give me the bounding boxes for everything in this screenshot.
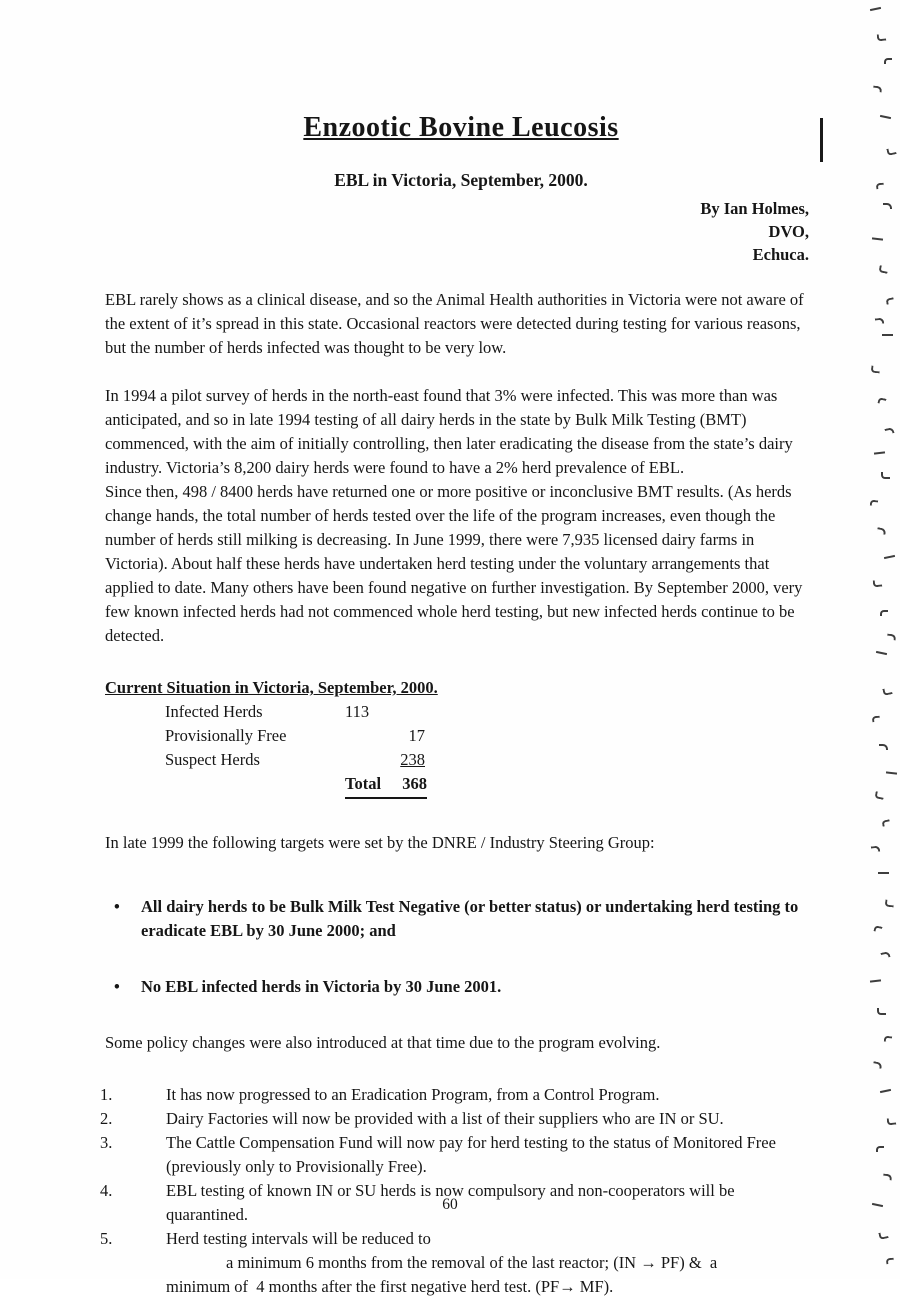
table-row [165,700,817,724]
item-number: 4. [100,1181,113,1200]
item-number: 5. [100,1229,113,1248]
scan-artifact-mark [882,687,892,696]
item-text [166,1227,817,1299]
scan-artifact-mark [881,472,890,479]
scan-artifact-mark [870,979,881,982]
paragraph-targets-intro: In late 1999 the following targets were set by the DNRE / Industry Steering Group: [105,833,655,852]
table-total [345,772,427,799]
scan-artifact-mark [887,1118,897,1126]
item-text: EBL testing of known IN or SU herds is now compulsory and non-cooperators will be quarantined. [166,1181,735,1224]
scan-artifact-mark [880,951,890,959]
item-line-3: minimum of 4 months after the first negative herd test. (PF→ MF). [166,1277,614,1296]
scan-artifact-mark [883,1174,893,1181]
document-content [100,112,817,1299]
total-label: Total [345,774,382,793]
scan-artifact-mark [877,34,887,42]
scan-artifact-mark [878,1231,888,1240]
scan-artifact-mark [884,58,892,64]
row-label-empty [165,772,345,799]
scan-artifact-mark [872,237,883,240]
scan-artifact-mark [880,115,891,119]
row-value: 113 [345,702,370,721]
item-number: 2. [100,1109,113,1128]
row-value: 17 [408,726,425,745]
scan-artifact-mark [882,334,893,336]
row-label: Suspect Herds [165,750,260,769]
bullet-text: All dairy herds to be Bulk Milk Test Negative (or better status) or undertaking herd testing to eradicate EBL by 30 June 2000; and [141,897,799,940]
table-row [165,748,817,772]
document-title: Enzootic Bovine Leucosis [303,112,619,143]
bullet-icon: • [114,897,120,916]
bullet-icon: • [114,977,120,996]
margin-change-bar [820,118,823,162]
byline-role: DVO, [768,222,809,241]
row-label: Provisionally Free [165,726,287,745]
scan-artifact-mark [874,791,884,800]
situation-table [105,676,817,799]
bullet-text: No EBL infected herds in Victoria by 30 June 2001. [141,977,502,996]
scan-artifact-mark [878,265,888,274]
table-row [165,724,817,748]
scan-artifact-mark [877,397,886,405]
scan-artifact-mark [873,925,882,933]
scan-artifact-mark [886,1258,895,1265]
list-item [100,1227,817,1299]
scan-artifact-mark [880,610,888,616]
scan-artifact-mark [871,846,881,853]
document-subtitle: EBL in Victoria, September, 2000. [334,170,588,190]
item-text: It has now progressed to an Eradication Program, from a Control Program. [166,1085,660,1104]
scan-artifact-mark [875,318,885,325]
scan-artifact-mark [883,203,892,209]
scan-artifact-mark [884,427,894,435]
row-label: Infected Herds [165,702,263,721]
table-total-row [165,772,817,799]
page-number: 60 [442,1196,458,1213]
bullet-item [105,975,817,999]
scan-artifact-mark [872,716,881,723]
paragraph-policy-intro: Some policy changes were also introduced at that time due to the program evolving. [105,1033,661,1052]
scan-artifact-mark [870,7,881,11]
scan-artifact-mark [886,147,896,156]
scan-artifact-mark [871,366,881,374]
paragraph-progress: Since then, 498 / 8400 herds have returned one or more positive or inconclusive BMT results. (As herds change hands, the total number of herds tested over the life of the program increases, even though the number of herds still milking is decreasing. In June 1999, there were 7,935 licensed dairy farms in Victoria). About half these herds have undertaken herd testing under the voluntary arrangements that applied to date. Many others have been found negative on further investigation. By September 2000, very few known infected herds had not commenced whole herd testing, but new infected herds continue to be detected. [105,482,803,645]
scan-artifact-mark [877,1008,886,1015]
list-item [100,1107,817,1131]
byline [105,197,817,266]
item-text: Dairy Factories will now be provided with a list of their suppliers who are IN or SU. [166,1109,724,1128]
bullet-item [105,895,817,943]
scan-artifact-mark [876,183,885,190]
scan-artifact-mark [874,451,885,454]
scan-artifact-mark [884,555,895,559]
scan-artifact-mark [884,1036,893,1043]
scan-artifact-mark [878,872,889,874]
row-value: 238 [400,750,425,769]
scan-artifact-mark [887,634,897,641]
item-number: 1. [100,1085,113,1104]
scan-artifact-mark [880,1089,891,1093]
scan-artifact-mark [885,900,895,908]
byline-location: Echuca. [752,245,809,264]
list-item [100,1083,817,1107]
scan-artifact-mark [885,297,894,305]
paragraph-history: In 1994 a pilot survey of herds in the north-east found that 3% were infected. This was more than was anticipated, and so in late 1994 testing of all dairy herds in the state by Bulk Milk Testing (BMT) commenced, with the aim of initially controlling, then later eradicating the disease from the state’s dairy industry. Victoria’s 8,200 dairy herds were found to have a 2% herd prevalence of EBL. [105,386,793,477]
scan-artifact-mark [872,1061,882,1069]
scan-artifact-mark [876,527,886,535]
item-line-1: Herd testing intervals will be reduced to [166,1229,431,1248]
scan-artifact-mark [881,819,890,827]
scan-artifact-mark [876,1146,884,1152]
situation-table-heading: Current Situation in Victoria, September, 2000. [105,678,438,697]
situation-table-rows [165,700,817,799]
paragraph-intro: EBL rarely shows as a clinical disease, and so the Animal Health authorities in Victoria were not aware of the extent of it’s spread in this state. Occasional reactors were detected during testing for various reasons, but the number of herds infected was thought to be very low. [105,290,804,357]
scan-artifact-mark [870,500,879,507]
scan-artifact-mark [873,86,883,93]
scan-artifact-mark [886,771,897,774]
item-number: 3. [100,1133,113,1152]
scan-artifact-mark [876,651,887,655]
numbered-list [100,1083,817,1299]
item-text: The Cattle Compensation Fund will now pay for herd testing to the status of Monitored Free (previously only to Provisionally Free). [166,1133,776,1176]
item-line-2: a minimum 6 months from the removal of the last reactor; (IN → PF) & a [226,1253,718,1272]
byline-author: By Ian Holmes, [700,199,809,218]
list-item [100,1131,817,1179]
total-value: 368 [402,774,427,793]
scan-artifact-mark [873,580,883,588]
scan-artifact-mark [879,744,888,750]
